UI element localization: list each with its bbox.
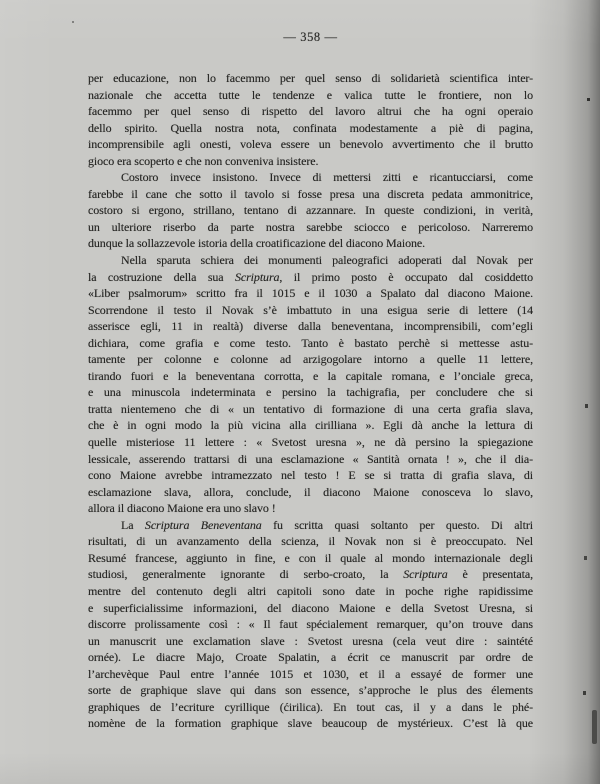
text-segment: farebbe il cane che sotto il tavolo si fosse presa una discreta pedata ammonitrice, [88, 186, 533, 201]
text-segment: tirando fuori e la beneventana corrotta, e la capitale romana, e l’onciale greca, [88, 368, 533, 383]
text-segment: ornée). Le diacre Majo, Croate Spalatin, a écrit ce manuscrit par ordre de [88, 650, 533, 665]
scan-speck [583, 691, 586, 695]
text-segment: nomène de la formation graphique slave beaucoup de mystérieux. C’est là que [88, 716, 533, 731]
text-segment: costoro si ergono, strillano, tentano di azzannare. In queste condizioni, in verità, [88, 203, 533, 218]
text-line [88, 649, 533, 666]
text-segment: per educazione, non lo facemmo per quel senso di solidarietà scientifica inter- [88, 71, 533, 85]
text-segment: la costruzione della sua [88, 269, 235, 284]
text-segment: dichiara, come grafia e come testo. Tanto è bastato perchè si mettesse astu- [88, 335, 533, 350]
text-line [88, 252, 533, 269]
text-line [88, 87, 533, 104]
text-line [88, 566, 533, 583]
text-line [88, 616, 533, 633]
text-segment: cono Maione avrebbe intramezzato nel testo ! E se si tratta di grafia slava, di [88, 468, 533, 483]
text-line [88, 682, 533, 699]
text-segment: discorre prolissamente così : « Il faut spécialement remarquer, qu’on trouve dans [88, 617, 533, 632]
text-line [88, 169, 533, 186]
italic-text-segment: Scriptura [234, 269, 280, 284]
text-segment: e una minuscola indeterminata e persino la tachigrafia, per concludere che si [88, 385, 533, 400]
scan-speck [72, 21, 74, 23]
text-line [88, 583, 533, 600]
text-segment: fu scritta quasi soltanto per questo. Di altri [261, 517, 533, 532]
scan-speck [584, 556, 587, 560]
text-segment: tratta nientemeno che di « un tentativo di formazione di una certa grafia slava, [88, 401, 533, 416]
italic-text-segment: Scriptura Beneventana [144, 517, 262, 532]
text-segment: Nella sparuta schiera dei monumenti paleografici adoperati dal Novak per [121, 253, 533, 268]
text-segment: risultati, di un avanzamento della scienza, il Novak non si è preoccupato. Nel [88, 534, 533, 549]
paragraph [88, 252, 533, 517]
text-segment: studiosi, generalmente ignorante di serbo-croato, la [88, 567, 404, 582]
text-segment: lessicale, asserendo trattarsi di una esclamazione « Santità ornata ! », che il dia- [88, 451, 533, 466]
text-line [88, 302, 533, 319]
text-line [88, 269, 533, 286]
text-line [88, 484, 533, 501]
text-segment: che è in ogni modo la più vicina alla cirilliana ». Egli dà anche la lettura di [88, 418, 533, 433]
text-segment: nazionale che accetta tutte le tendenze e valica tutte le frontiere, non lo [88, 87, 533, 102]
text-line [88, 417, 533, 434]
text-segment: un manuscrit une exclamation slave : Svetost uresna (cela veut dire : saintété [88, 633, 533, 648]
text-segment: asserisce egli, 11 in realtà) diverse dalla beneventana, incomprensibili, com’egli [88, 319, 533, 334]
text-segment: dunque la sollazzevole istoria della croatificazione del diacono Maione. [88, 236, 425, 251]
text-segment: Scorrendone il testo il Novak s’è imbattuto in una esigua serie di lettere (14 [88, 302, 533, 317]
text-segment: graphiques de l’ecriture cyrillique (ćirilica). En tout cas, il y a dans le phé- [88, 699, 533, 714]
paragraph [88, 169, 533, 252]
text-line [88, 153, 533, 170]
paragraph [88, 517, 533, 732]
text-line [88, 401, 533, 418]
text-line [88, 467, 533, 484]
text-segment: è presentata, [447, 567, 533, 582]
text-segment: dello spirito. Quella nostra nota, confinata modestamente a piè di pagina, [88, 120, 533, 135]
text-line [88, 219, 533, 236]
text-line [88, 517, 533, 534]
text-line [88, 136, 533, 153]
text-line [88, 666, 533, 683]
text-line [88, 699, 533, 716]
text-line [88, 715, 533, 732]
text-segment: un ulteriore riserbo da parte nostra sarebbe sciocco e pericoloso. Narreremo [88, 219, 533, 234]
text-line [88, 600, 533, 617]
text-segment: Resumé francese, aggiunto in fine, e con il quale al mondo internazionale degli [88, 550, 533, 565]
text-segment: sorte de graphique slave qui dans son essence, s’approche le plus des élements [88, 683, 533, 698]
text-segment: «Liber psalmorum» scritto fra il 1015 e il 1030 a Spalato dal diacono Maione. [88, 286, 533, 301]
text-line [88, 70, 533, 87]
text-line [88, 633, 533, 650]
text-line [88, 318, 533, 335]
text-segment: l’archevèque Paul entre l’année 1015 et 1030, et il a essayé de former une [88, 666, 533, 681]
text-line [88, 120, 533, 137]
text-line [88, 186, 533, 203]
text-line [88, 368, 533, 385]
text-line [88, 434, 533, 451]
text-line [88, 351, 533, 368]
text-line [88, 103, 533, 120]
text-segment: La [121, 517, 145, 532]
text-segment: incomprensibile agli onesti, voleva essere un benevolo avvertimento che il brutto [88, 137, 533, 152]
text-line [88, 451, 533, 468]
text-segment: e superficialissime informazioni, del diacono Maione e della Svetost Uresna, si [88, 600, 533, 615]
text-line [88, 533, 533, 550]
text-segment: , il primo posto è occupato dal cosiddetto [279, 269, 533, 284]
text-segment: Costoro invece insistono. Invece di mettersi zitti e ricantucciarsi, come [121, 170, 533, 185]
text-line [88, 285, 533, 302]
text-line [88, 235, 533, 252]
text-segment: gioco era scoperto e che non conveniva insistere. [88, 153, 319, 168]
scan-speck [587, 98, 590, 101]
text-line [88, 384, 533, 401]
paragraph [88, 70, 533, 169]
text-segment: quelle misteriose 11 lettere : « Svetost uresna », ne dà persino la spiegazione [88, 435, 533, 450]
page-gutter-mark [592, 710, 597, 744]
italic-text-segment: Scriptura [403, 567, 448, 582]
text-segment: tamente per colonne e colonne ad arzigogolare intorno a quelle 11 lettere, [88, 352, 533, 367]
text-line [88, 202, 533, 219]
scan-speck [585, 404, 588, 408]
text-segment: mentre del contenuto degli altri capitoli sono date in poche righe rapidissime [88, 583, 533, 598]
text-segment: facemmo per quel senso di rispetto del lavoro altrui che ha ogni operaio [88, 104, 533, 119]
text-line [88, 550, 533, 567]
text-line [88, 335, 533, 352]
text-line [88, 500, 533, 517]
page-number: — 358 — [283, 30, 338, 44]
text-segment: esclamazione slava, allora, conclude, il diacono Maione conosceva lo slavo, [88, 484, 533, 499]
text-block [88, 70, 533, 732]
text-segment: allora il diacono Maione era uno slavo ! [88, 501, 276, 516]
